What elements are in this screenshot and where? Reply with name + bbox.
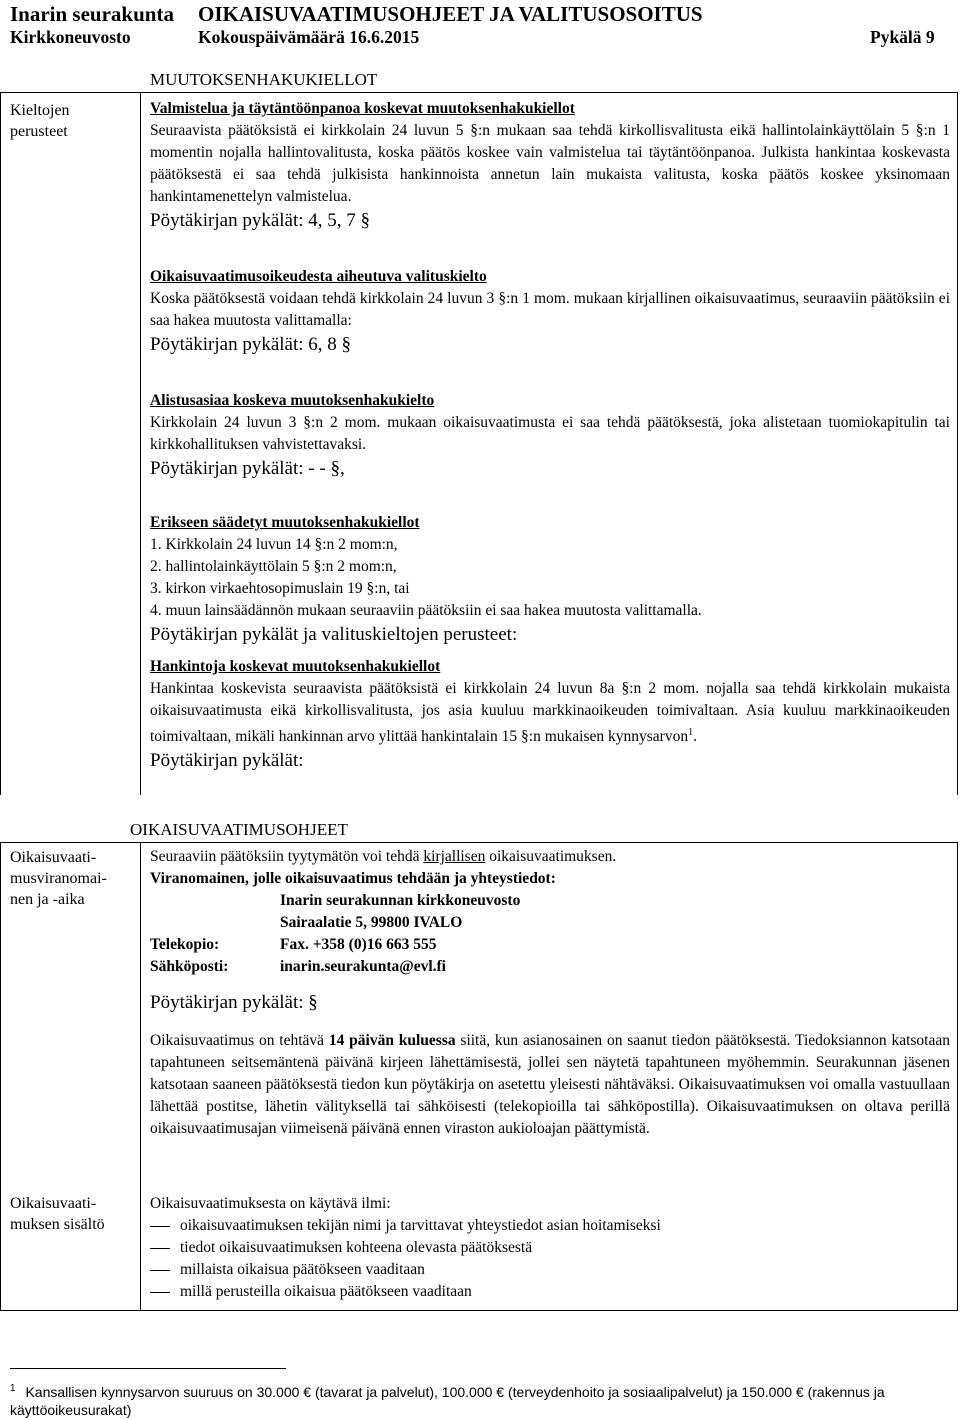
block-preparation bbox=[150, 98, 950, 234]
list-item: millaista oikaisua päätökseen vaaditaan bbox=[150, 1259, 950, 1281]
side-label-grounds: Kieltojen perusteet bbox=[10, 102, 70, 140]
list-item: oikaisuvaatimuksen tekijän nimi ja tarvittavat yhteystiedot asian hoitamiseksi bbox=[150, 1215, 950, 1237]
minutes-ref: Pöytäkirjan pykälät: - - §, bbox=[150, 458, 345, 479]
minutes-ref: Pöytäkirjan pykälät: § bbox=[150, 992, 318, 1013]
block-procurement bbox=[150, 656, 950, 774]
minutes-ref: Pöytäkirjan pykälät: 6, 8 § bbox=[150, 334, 352, 355]
deadline-text: Oikaisuvaatimus on tehtävä 14 päivän kuluessa siitä, kun asianosainen on saanut tiedon päätöksestä. Tiedoksiannon katsotaan tapahtuneen seitsemäntenä päivänä kirjeen lähettämisestä, jollei sen näytetä tapahtuneen myöhemmin. Seurakunnan jäsenen katsotaan saaneen päätöksestä tiedon kun pöytäkirja on asetettu yleisesti nähtäväksi. Oikaisuvaatimuksen voi omalla vastuullaan lähettää postitse, lähetin välityksellä tai sähköisesti (telekopioilla tai sähköpostilla). Oikaisuvaatimuksen on oltava perillä oikaisuvaatimusajan viimeisenä päivänä ennen viraston aukioloajan päättymistä. bbox=[150, 1032, 950, 1137]
box2-top-line bbox=[0, 842, 958, 843]
minutes-ref: Pöytäkirjan pykälät ja valituskieltojen perusteet: bbox=[150, 624, 518, 645]
fax-row: Telekopio: Fax. +358 (0)16 663 555 bbox=[150, 936, 437, 953]
list-item: millä perusteilla oikaisua päätökseen vaaditaan bbox=[150, 1281, 950, 1303]
part2-heading: OIKAISUVAATIMUSOHJEET bbox=[130, 820, 348, 839]
list-item: 1. Kirkkolain 24 luvun 14 §:n 2 mom:n, bbox=[150, 536, 398, 553]
document-title: OIKAISUVAATIMUSOHJEET JA VALITUSOSOITUS bbox=[198, 2, 703, 26]
content-intro: Oikaisuvaatimuksesta on käytävä ilmi: bbox=[150, 1195, 391, 1212]
footnote-separator bbox=[10, 1368, 286, 1369]
meeting-date: Kokouspäivämäärä 16.6.2015 bbox=[198, 27, 420, 47]
box1-right-line bbox=[957, 92, 958, 795]
org-name: Inarin seurakunta bbox=[10, 2, 174, 26]
list-item: 4. muun lainsäädännön mukaan seuraaviin päätöksiin ei saa hakea muutosta valittamalla. bbox=[150, 602, 702, 619]
block-text: Kirkkolain 24 luvun 3 §:n 2 mom. mukaan oikaisuvaatimusta ei saa tehdä päätöksestä, joka alistetaan tuomiokapitulin tai kirkkohallituksen vahvistettavaksi. bbox=[150, 414, 950, 453]
block-title: Hankintoja koskevat muutoksenhakukiellot bbox=[150, 658, 441, 675]
block-submission bbox=[150, 390, 950, 482]
authority-name: Inarin seurakunnan kirkkoneuvosto bbox=[280, 892, 521, 909]
footnote-mark: 1 bbox=[688, 727, 694, 738]
block-title: Erikseen säädetyt muutoksenhakukiellot bbox=[150, 514, 420, 531]
deadline-section bbox=[150, 1030, 950, 1140]
block-title: Alistusasiaa koskeva muutoksenhakukielto bbox=[150, 392, 435, 409]
box1-top-line bbox=[0, 92, 958, 93]
block-title: Oikaisuvaatimusoikeudesta aiheutuva valituskielto bbox=[150, 268, 487, 285]
email-link[interactable]: inarin.seurakunta@evl.fi bbox=[280, 958, 446, 975]
part1-heading: MUUTOKSENHAKUKIELLOT bbox=[150, 70, 378, 89]
minutes-ref: Pöytäkirjan pykälät: 4, 5, 7 § bbox=[150, 210, 371, 231]
list-item: 3. kirkon virkaehtosopimuslain 19 §:n, tai bbox=[150, 580, 410, 597]
block-text: Seuraavista päätöksistä ei kirkkolain 24 luvun 5 §:n mukaan saa tehdä kirkollisvalitusta eikä hallintolainkäyttölain 5 §:n 1 momentin nojalla hallintovalitusta, koska päätös koskee vain valmistelua tai täytäntöönpanoa. Julkista hankintaa koskevasta päätöksestä ei saa tehdä julkisista hankinnoista annetun lain mukaista valitusta, koska päätös koskee yksinomaan hankintamenettelyn valmistelua. bbox=[150, 122, 950, 205]
content-list bbox=[150, 1215, 950, 1303]
footnote bbox=[10, 1380, 950, 1419]
box2-bottom-line bbox=[0, 1310, 958, 1311]
authority-label: Viranomainen, jolle oikaisuvaatimus tehdään ja yhteystiedot: bbox=[150, 870, 556, 887]
footnote-text: Kansallisen kynnysarvon suuruus on 30.000 € (tavarat ja palvelut), 100.000 € (terveydenhoito ja sosiaalipalvelut) ja 150.000 € (rakennus ja käyttöoikeusurakat) bbox=[10, 1383, 885, 1418]
block-title: Valmistelua ja täytäntöönpanoa koskevat muutoksenhakukiellot bbox=[150, 100, 575, 117]
block-text: Hankintaa koskevista seuraavista päätöksistä ei kirkkolain 24 luvun 8a §:n 2 mom. nojalla saa tehdä kirkkolain mukaista oikaisuvaatimusta eikä kirkollisvalitusta, jos asia kuuluu markkinaoikeuden toimivaltaan. Asia kuuluu markkinaoikeuden toimivaltaan, mikäli hankinnan arvo ylittää hankintalain 15 §:n mukaisen kynnysarvon$^1$. bbox=[150, 680, 950, 746]
list-item: tiedot oikaisuvaatimuksen kohteena olevasta päätöksestä bbox=[150, 1237, 950, 1259]
box1-mid-line bbox=[140, 92, 141, 795]
content-section bbox=[150, 1193, 950, 1303]
authority-section bbox=[150, 846, 950, 978]
box1-left-line bbox=[0, 92, 1, 795]
footnote-number: 1 bbox=[10, 1383, 16, 1394]
block-separate-bans bbox=[150, 512, 950, 648]
authority-address: Sairaalatie 5, 99800 IVALO bbox=[280, 914, 463, 931]
block-appeal-ban bbox=[150, 266, 950, 358]
intro-line: Seuraaviin päätöksiin tyytymätön voi tehdä kirjallisen oikaisuvaatimuksen. bbox=[150, 848, 617, 865]
authority-ref bbox=[150, 990, 950, 1016]
minutes-ref: Pöytäkirjan pykälät: bbox=[150, 750, 304, 772]
body-name: Kirkkoneuvosto bbox=[10, 27, 131, 47]
list-item: 2. hallintolainkäyttölain 5 §:n 2 mom:n, bbox=[150, 558, 397, 575]
box2-right-line bbox=[957, 842, 958, 1310]
box2-mid-line bbox=[140, 842, 141, 1310]
section-number: Pykälä 9 bbox=[870, 27, 935, 47]
block-text: Koska päätöksestä voidaan tehdä kirkkolain 24 luvun 3 §:n 1 mom. mukaan kirjallinen oikaisuvaatimus, seuraaviin päätöksiin ei saa hakea muutosta valittamalla: bbox=[150, 290, 950, 329]
email-row: Sähköposti: inarin.seurakunta@evl.fi bbox=[150, 956, 950, 978]
side-label-authority: Oikaisuvaati- musviranomai- nen ja -aika bbox=[10, 849, 107, 908]
side-label-content: Oikaisuvaati- muksen sisältö bbox=[10, 1195, 105, 1233]
box2-left-line bbox=[0, 842, 1, 1310]
